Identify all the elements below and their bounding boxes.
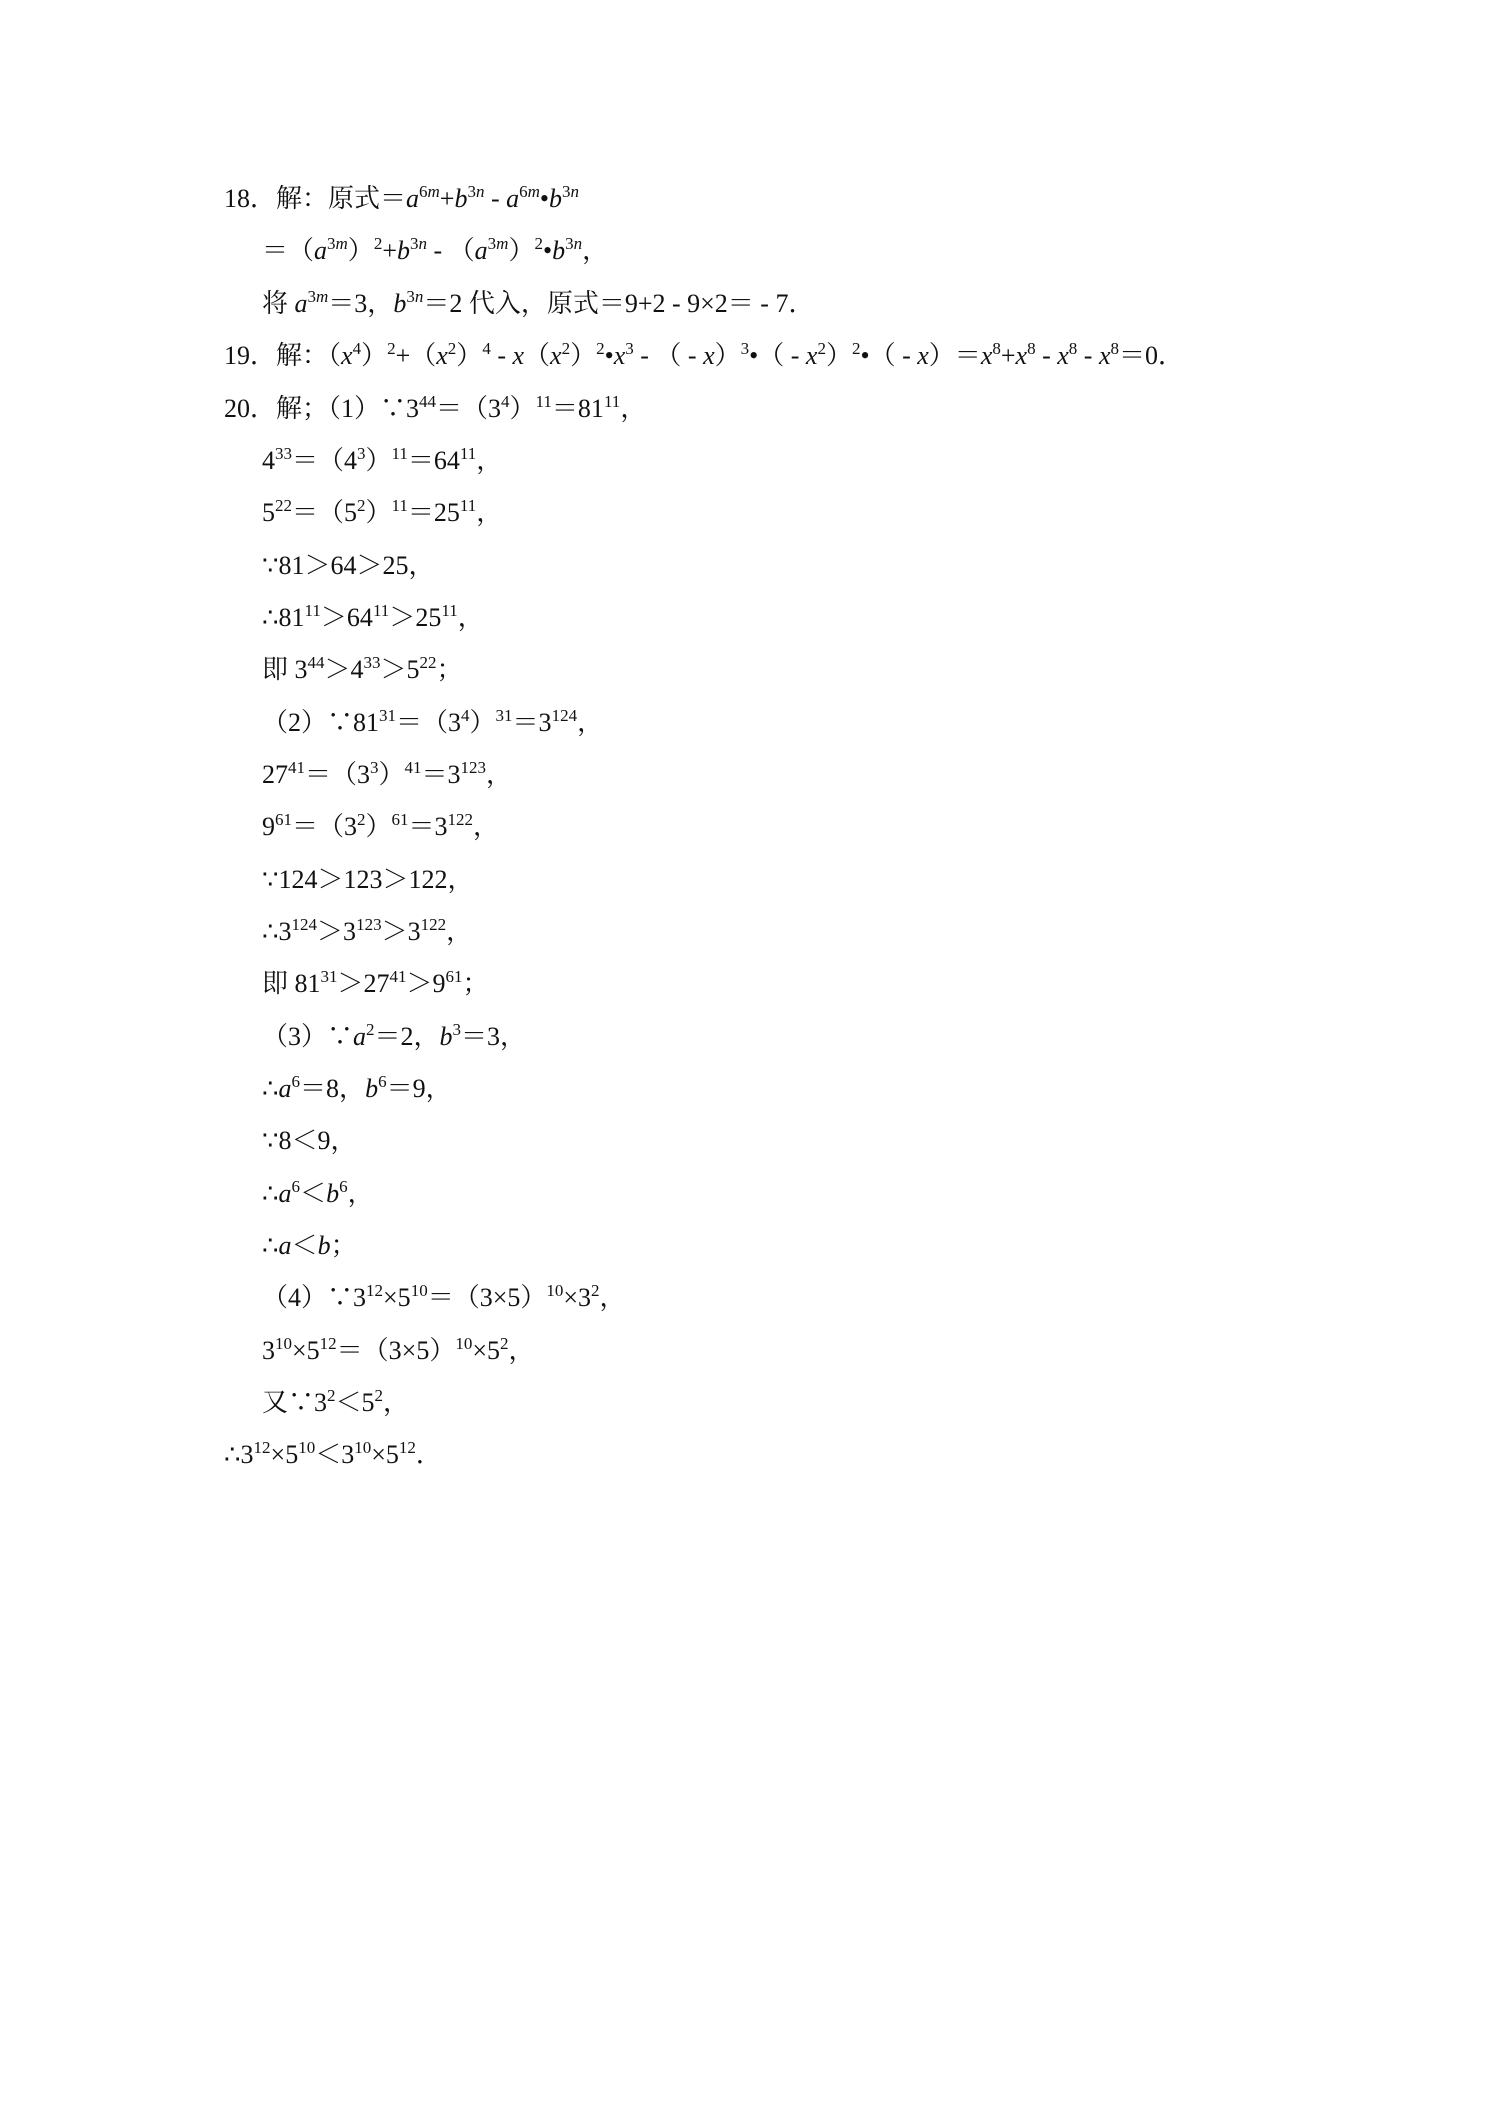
solution-18-line-3: 将 $a^{3m}=3$，$b^{3n}=2$ 代入，原式＝9+2 - 9×2＝ - 7． bbox=[262, 287, 815, 318]
solution-20-line-6: 即 $3^{44}>4^{33}>5^{22}$； bbox=[262, 653, 463, 684]
solution-20-line-7: $(2)\because 81^{31}=(3^4)^{31}=3^{124}$， bbox=[262, 706, 604, 737]
solution-20-line-4: ∵81＞64＞25， bbox=[262, 551, 435, 580]
solution-18-line-1: 18．解：原式$=a^{6m}+b^{3n}$ - $a^{6m}•b^{3n}$ bbox=[224, 182, 580, 213]
solution-20-line-20: 又$\because 3^2<5^2$， bbox=[262, 1386, 410, 1417]
solution-20-line-9: $9^{61}=(3^2)^{61}=3^{122}$， bbox=[262, 810, 500, 841]
solution-20-line-1: 20．解；$(1)\because 3^{44}=(3^4)^{11}=81^{11}$， bbox=[224, 392, 647, 423]
solution-20-line-8: $27^{41}=(3^3)^{41}=3^{123}$， bbox=[262, 758, 513, 789]
solution-20-conclusion: $\therefore 3^{12}\times 5^{10}<3^{10}\times 5^{12}$． bbox=[224, 1438, 442, 1469]
solution-20-line-18: $(4)\because 3^{12}\times 5^{10}=(3\times 5)^{10}\times 3^2$， bbox=[262, 1281, 626, 1312]
solution-20-line-2: $4^{33}=(4^3)^{11}=64^{11}$， bbox=[262, 444, 503, 475]
solution-20-line-10: ∵124＞123＞122， bbox=[262, 865, 474, 894]
solution-20-line-15: ∵8＜9， bbox=[262, 1126, 357, 1155]
solution-20-line-5: $\therefore 81^{11}>64^{11}>25^{11}$， bbox=[262, 601, 484, 632]
solution-19-line: 19．解：$(x^4)^2+(x^2)^4$ - $x(x^2)^2•x^3$ - （ - x）$^3$•（ - $x^2)^2•( - x)=x^8+x^8 - x^8 - x^8=0$． bbox=[224, 339, 1185, 370]
solution-20-line-12: 即 $81^{31}>27^{41}>9^{61}$； bbox=[262, 967, 489, 998]
solution-20-line-11: $\therefore 3^{124}>3^{123}>3^{122}$， bbox=[262, 915, 473, 946]
solution-20-line-17: ∴a＜b； bbox=[262, 1231, 357, 1260]
solution-20-line-14: $\therefore a^6=8$，$b^6=9$， bbox=[262, 1072, 452, 1103]
solution-20-line-3: $5^{22}=(5^2)^{11}=25^{11}$， bbox=[262, 496, 503, 527]
solution-20-line-13: $(3)\because a^2=2$，$b^3=3$， bbox=[262, 1020, 527, 1051]
solution-20-line-16: $\therefore a^6<b^6$， bbox=[262, 1177, 374, 1208]
solution-18-line-2: $=(a^{3m})^2+b^{3n}$ - $(a^{3m})^2•b^{3n}$， bbox=[262, 234, 609, 265]
solution-20-line-19: $3^{10}\times 5^{12}=(3\times 5)^{10}\times 5^2$， bbox=[262, 1334, 535, 1365]
